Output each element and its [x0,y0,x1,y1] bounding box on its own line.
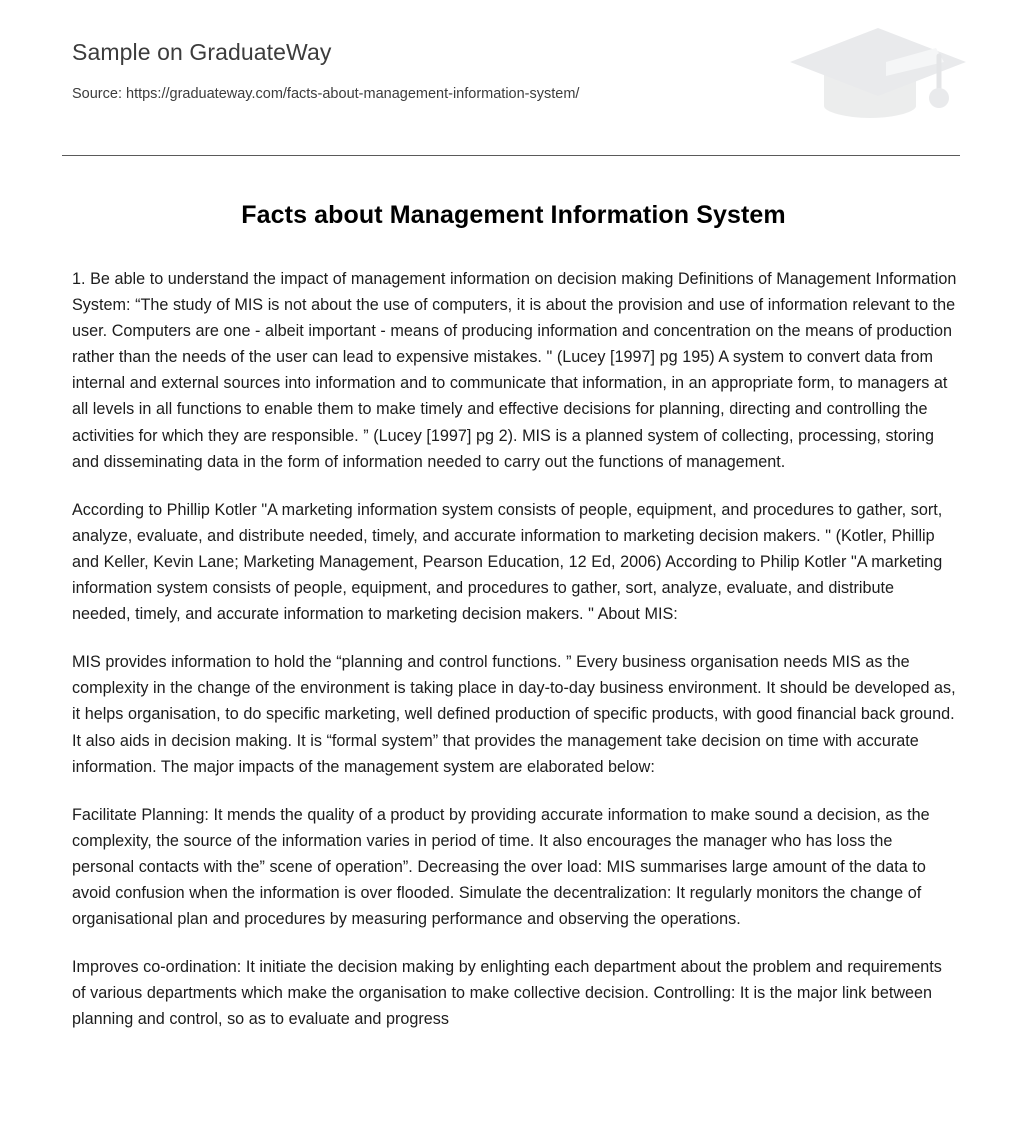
document-header [0,0,1024,104]
brand-block [72,38,712,104]
source-line: Source: https://graduateway.com/facts-about-management-information-system/ [72,85,580,102]
body-paragraph: According to Phillip Kotler "A marketing information system consists of people, equipment, and procedures to gather, sort, analyze, evaluate, and distribute needed, timely, and accurate information to marketing decision makers. " (Kotler, Phillip and Keller, Kevin Lane; Marketing Management, Pearson Education, 12 Ed, 2006) According to Philip Kotler "A marketing information system consists of people, equipment, and procedures to gather, sort, analyze, evaluate, and distribute needed, timely, and accurate information to marketing decision makers. " About MIS: [72,500,943,624]
brand-title: Sample on GraduateWay [72,39,332,65]
header-divider [62,155,960,156]
document-body [72,266,957,1032]
body-paragraph: Facilitate Planning: It mends the quality of a product by providing accurate information to make sound a decision, as the complexity, the source of the information varies in period of time. It also encourages the manager who has loss the personal contacts with the” scene of operation”. Decreasing the over load: MIS summarises large amount of the data to avoid confusion when the information is over flooded. Simulate the decentralization: It regularly monitors the change of organisational plan and procedures by measuring performance and observing the operations. [72,805,930,929]
body-paragraph: Improves co-ordination: It initiate the decision making by enlighting each department about the problem and requirements of various departments which make the organisation to make collective decision. Controlling: It is the major link between planning and control, so as to evaluate and progress [72,958,942,1029]
body-paragraph: 1. Be able to understand the impact of management information on decision making Definitions of Management Information System: “The study of MIS is not about the use of computers, it is about the provision and use of information relevant to the user. Computers are one - albeit important - means of producing information and concentration on the means of production rather than the needs of the user can lead to expensive mistakes. " (Lucey [1997] pg 195) A system to convert data from internal and external sources into information and to communicate that information, in an appropriate form, to managers at all levels in all functions to enable them to make timely and effective decisions for planning, directing and controlling the activities for which they are responsible. ” (Lucey [1997] pg 2). MIS is a planned system of collecting, processing, storing and disseminating data in the form of information needed to carry out the functions of management. [72,270,957,471]
page-title: Facts about Management Information System [241,201,786,229]
body-paragraph: MIS provides information to hold the “planning and control functions. ” Every business organisation needs MIS as the complexity in the change of the environment is taking place in day-to-day business environment. It should be developed as, it helps organisation, to do specific marketing, well defined production of specific products, with good financial back ground. It also aids in decision making. It is “formal system” that provides the management take decision on time with accurate information. The major impacts of the management system are elaborated below: [72,653,956,776]
